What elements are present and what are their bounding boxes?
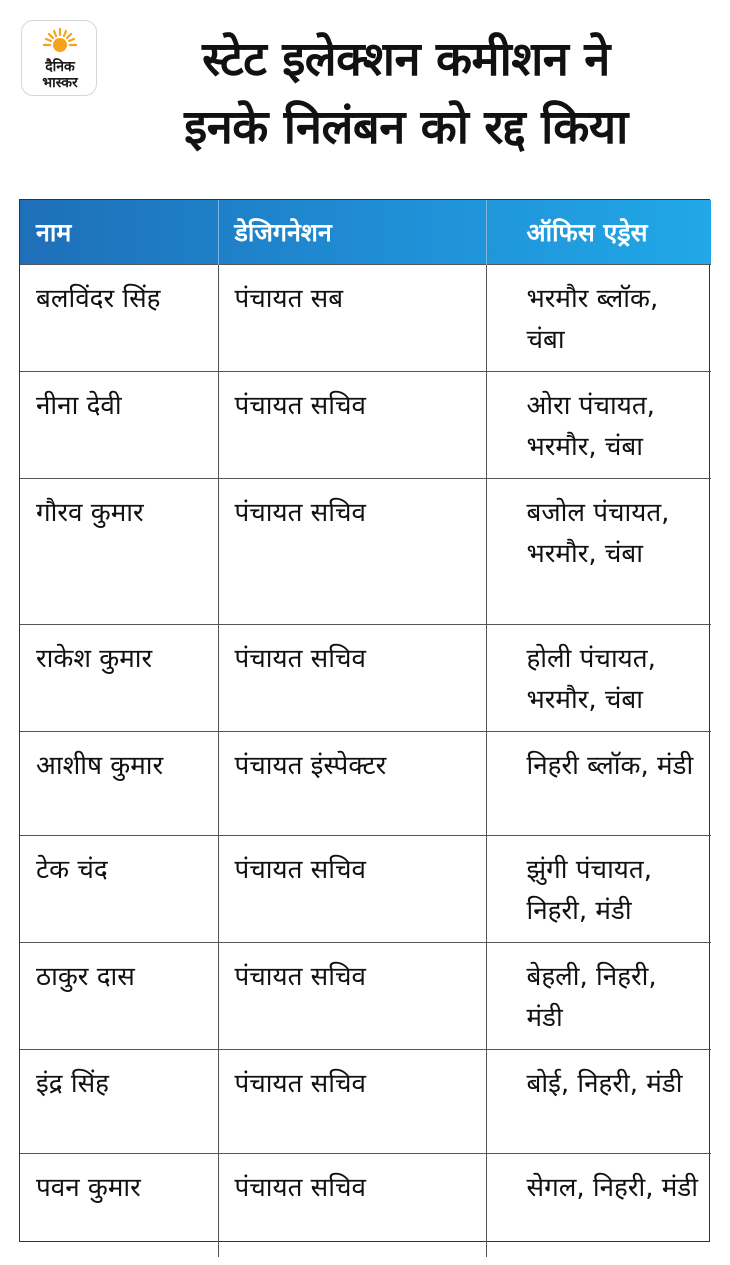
cell-designation: पंचायत सचिव <box>218 624 486 731</box>
cell-designation: पंचायत सब <box>218 264 486 371</box>
cell-name: बलविंदर सिंह <box>20 264 218 371</box>
cell-designation: पंचायत सचिव <box>218 371 486 478</box>
cell-address: निहरी ब्लॉक, मंडी <box>486 731 711 835</box>
cell-name: ठाकुर दास <box>20 942 218 1049</box>
table-header-row <box>20 200 711 264</box>
cell-address: भरमौर ब्लॉक, चंबा <box>486 264 711 371</box>
cell-address: सेगल, निहरी, मंडी <box>486 1153 711 1257</box>
cell-name: राकेश कुमार <box>20 624 218 731</box>
table-row <box>20 624 711 731</box>
cell-designation: पंचायत सचिव <box>218 835 486 942</box>
cell-name: इंद्र सिंह <box>20 1049 218 1153</box>
header-designation: डेजिगनेशन <box>218 200 486 264</box>
cell-name: गौरव कुमार <box>20 478 218 624</box>
header-office-address: ऑफिस एड्रेस <box>526 217 648 247</box>
suspension-table <box>19 199 710 1242</box>
table-row <box>20 371 711 478</box>
cell-address: बजोल पंचायत, भरमौर, चंबा <box>486 478 711 624</box>
table-row <box>20 1153 711 1257</box>
cell-designation: पंचायत सचिव <box>218 942 486 1049</box>
cell-address: होली पंचायत, भरमौर, चंबा <box>486 624 711 731</box>
cell-address: बेहली, निहरी, मंडी <box>486 942 711 1049</box>
table-row <box>20 264 711 371</box>
table-row <box>20 1049 711 1153</box>
table-row <box>20 478 711 624</box>
table-row <box>20 942 711 1049</box>
cell-designation: पंचायत सचिव <box>218 478 486 624</box>
cell-name: टेक चंद <box>20 835 218 942</box>
cell-address: झुंगी पंचायत, निहरी, मंडी <box>486 835 711 942</box>
title-line-1: स्टेट इलेक्शन कमीशन ने <box>202 32 610 87</box>
cell-name: नीना देवी <box>20 371 218 478</box>
cell-address: ओरा पंचायत, भरमौर, चंबा <box>486 371 711 478</box>
cell-name: पवन कुमार <box>20 1153 218 1257</box>
cell-name: आशीष कुमार <box>20 731 218 835</box>
page-title <box>96 26 716 162</box>
header-name: नाम <box>20 200 218 264</box>
cell-designation: पंचायत सचिव <box>218 1153 486 1257</box>
dainik-bhaskar-logo[interactable] <box>21 20 97 96</box>
cell-designation: पंचायत इंस्पेक्टर <box>218 731 486 835</box>
table-row <box>20 731 711 835</box>
title-line-2: इनके निलंबन को रद्द किया <box>184 100 628 155</box>
logo-line1: दैनिक <box>45 59 75 75</box>
logo-line2: भास्कर <box>42 75 78 91</box>
header <box>0 0 730 190</box>
sun-icon <box>22 21 97 96</box>
cell-address: बोई, निहरी, मंडी <box>486 1049 711 1153</box>
table-row <box>20 835 711 942</box>
cell-designation: पंचायत सचिव <box>218 1049 486 1153</box>
